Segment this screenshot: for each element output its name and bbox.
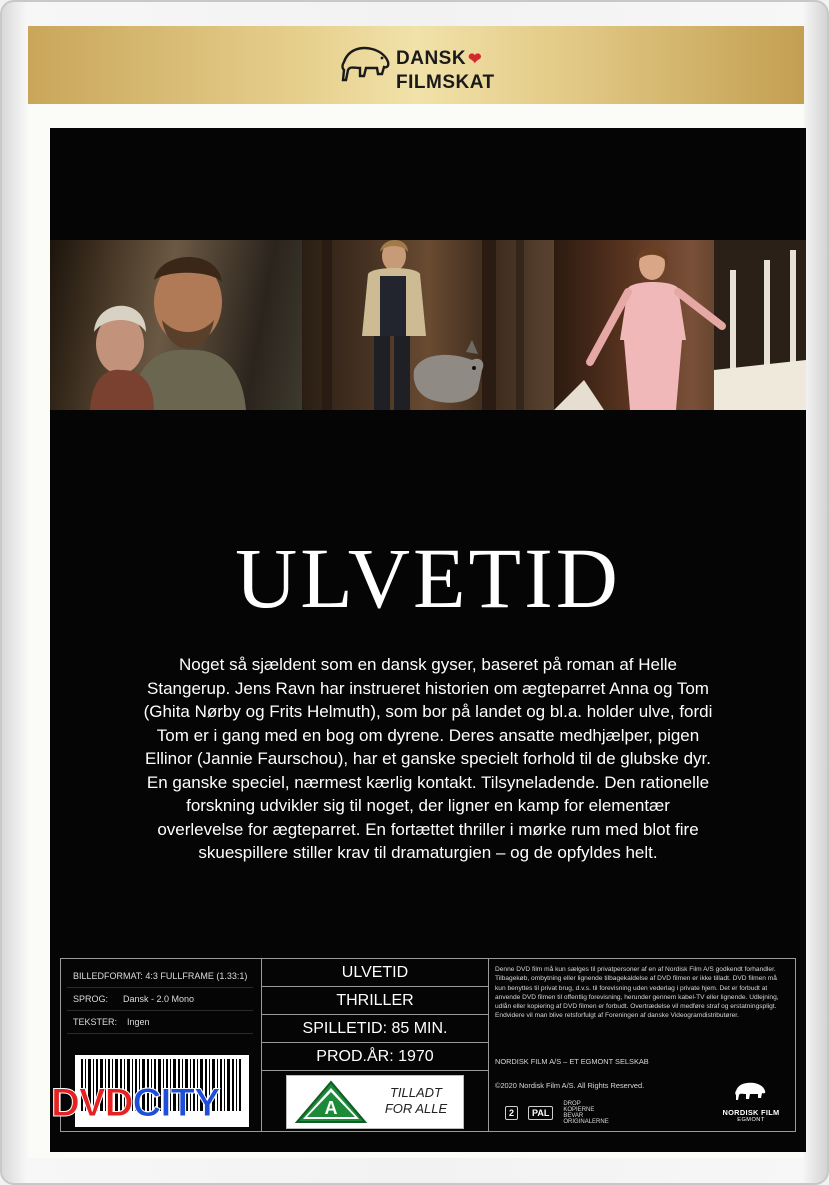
film-still-woman-on-stairs [554, 240, 806, 410]
rating-triangle-icon [295, 1080, 367, 1124]
dvdcity-watermark: DVDCITY [51, 1081, 220, 1125]
nordisk-film-logo [711, 1079, 791, 1123]
age-rating-badge [286, 1075, 464, 1129]
region-badge: 2 [505, 1106, 518, 1120]
summary-title: ULVETID [262, 959, 488, 987]
legal-company: NORDISK FILM A/S – ET EGMONT SELSKAB [495, 1057, 649, 1066]
brand-line-2: FILMSKAT [396, 72, 495, 93]
summary-runtime: SPILLETID: 85 MIN. [262, 1015, 488, 1043]
pal-badge: PAL [528, 1106, 553, 1120]
spec-row [67, 1011, 253, 1034]
movie-title: ULVETID [235, 530, 621, 626]
header-bar [28, 26, 804, 104]
spec-table [67, 965, 253, 1034]
legal-text: Denne DVD film må kun sælges til privatpersoner af en af Nordisk Film A/S godkendt forhandler. Tilbagekøb, ombytning eller lignende tilbagekaldelse af DVD filmen er ikke tilladt. DVD filmen må kun benyttes til privat brug, d.v.s. til forevisning uden vederlag i private hjem. Det er forbudt at anvende DVD filmen til offentlig forevisning, herunder gennem kabel-TV eller lignende. Udlejning, udlån eller kopiering af DVD filmen er forbudt. Overtrædelse vil medføre straf og erstatningspligt. Endvidere vil man blive retsforfulgt af Foreningen af danske Videogramdistributører. [495, 966, 779, 1020]
spec-row [67, 988, 253, 1011]
spec-key: BILLEDFORMAT: [73, 971, 143, 981]
spec-row [67, 965, 253, 988]
rating-letter: A [324, 1098, 338, 1118]
summary-genre: THRILLER [262, 987, 488, 1015]
spec-value: 4:3 FULLFRAME (1.33:1) [145, 971, 248, 981]
synopsis-text: Noget så sjældent som en dansk gyser, baseret på roman af Helle Stangerup. Jens Ravn har instrueret historien om ægteparret Anna og Tom (Ghita Nørby og Frits Helmuth), som bor på landet og bl.a. holder ulve, fordi Tom er i gang med en bog om dyrene. Deres ansatte medhjælper, pigen Ellinor (Jannie Faurschou), har et ganske specielt forhold til de glubske dyr. En ganske speciel, nærmest kærlig kontakt. Tilsyneladende. Den rationelle forskning udvikler sig til noget, der ligner en kamp for elementær overlevelse for ægteparret. En fortættet thriller i mørke rum med blot fire skuespillere stiller krav til dramaturgien – og de opfyldes helt. [143, 655, 713, 862]
spec-key: TEKSTER: [73, 1017, 118, 1027]
back-cover [28, 26, 804, 1158]
anti-piracy-notice: DROP KOPIERNE BEVAR ORIGINALERNE [563, 1101, 609, 1125]
spec-key: SPROG: [73, 994, 109, 1004]
main-panel [50, 128, 806, 1152]
copyright-text: ©2020 Nordisk Film A/S. All Rights Reserved. [495, 1081, 645, 1090]
polar-bear-icon [734, 1079, 768, 1103]
film-stills [50, 240, 806, 410]
info-block [51, 958, 796, 1132]
dansk-filmskat-logo [340, 36, 540, 96]
distributor-name: NORDISK FILM [722, 1108, 780, 1117]
heart-icon: ❤ [468, 51, 482, 68]
format-badges [505, 1101, 609, 1125]
rating-text: TILLADT FOR ALLE [384, 1085, 448, 1116]
spec-value: Ingen [127, 1017, 150, 1027]
summary-year: PROD.ÅR: 1970 [262, 1043, 488, 1071]
distributor-sub: EGMONT [737, 1117, 765, 1123]
polar-bear-icon [340, 40, 392, 90]
summary-column [261, 959, 489, 1131]
brand-line-1: DANSK ❤ [396, 48, 482, 69]
film-still-woman-with-wolf [302, 240, 554, 410]
film-still-bearded-man [50, 240, 302, 410]
spec-value: Dansk - 2.0 Mono [123, 994, 195, 1004]
